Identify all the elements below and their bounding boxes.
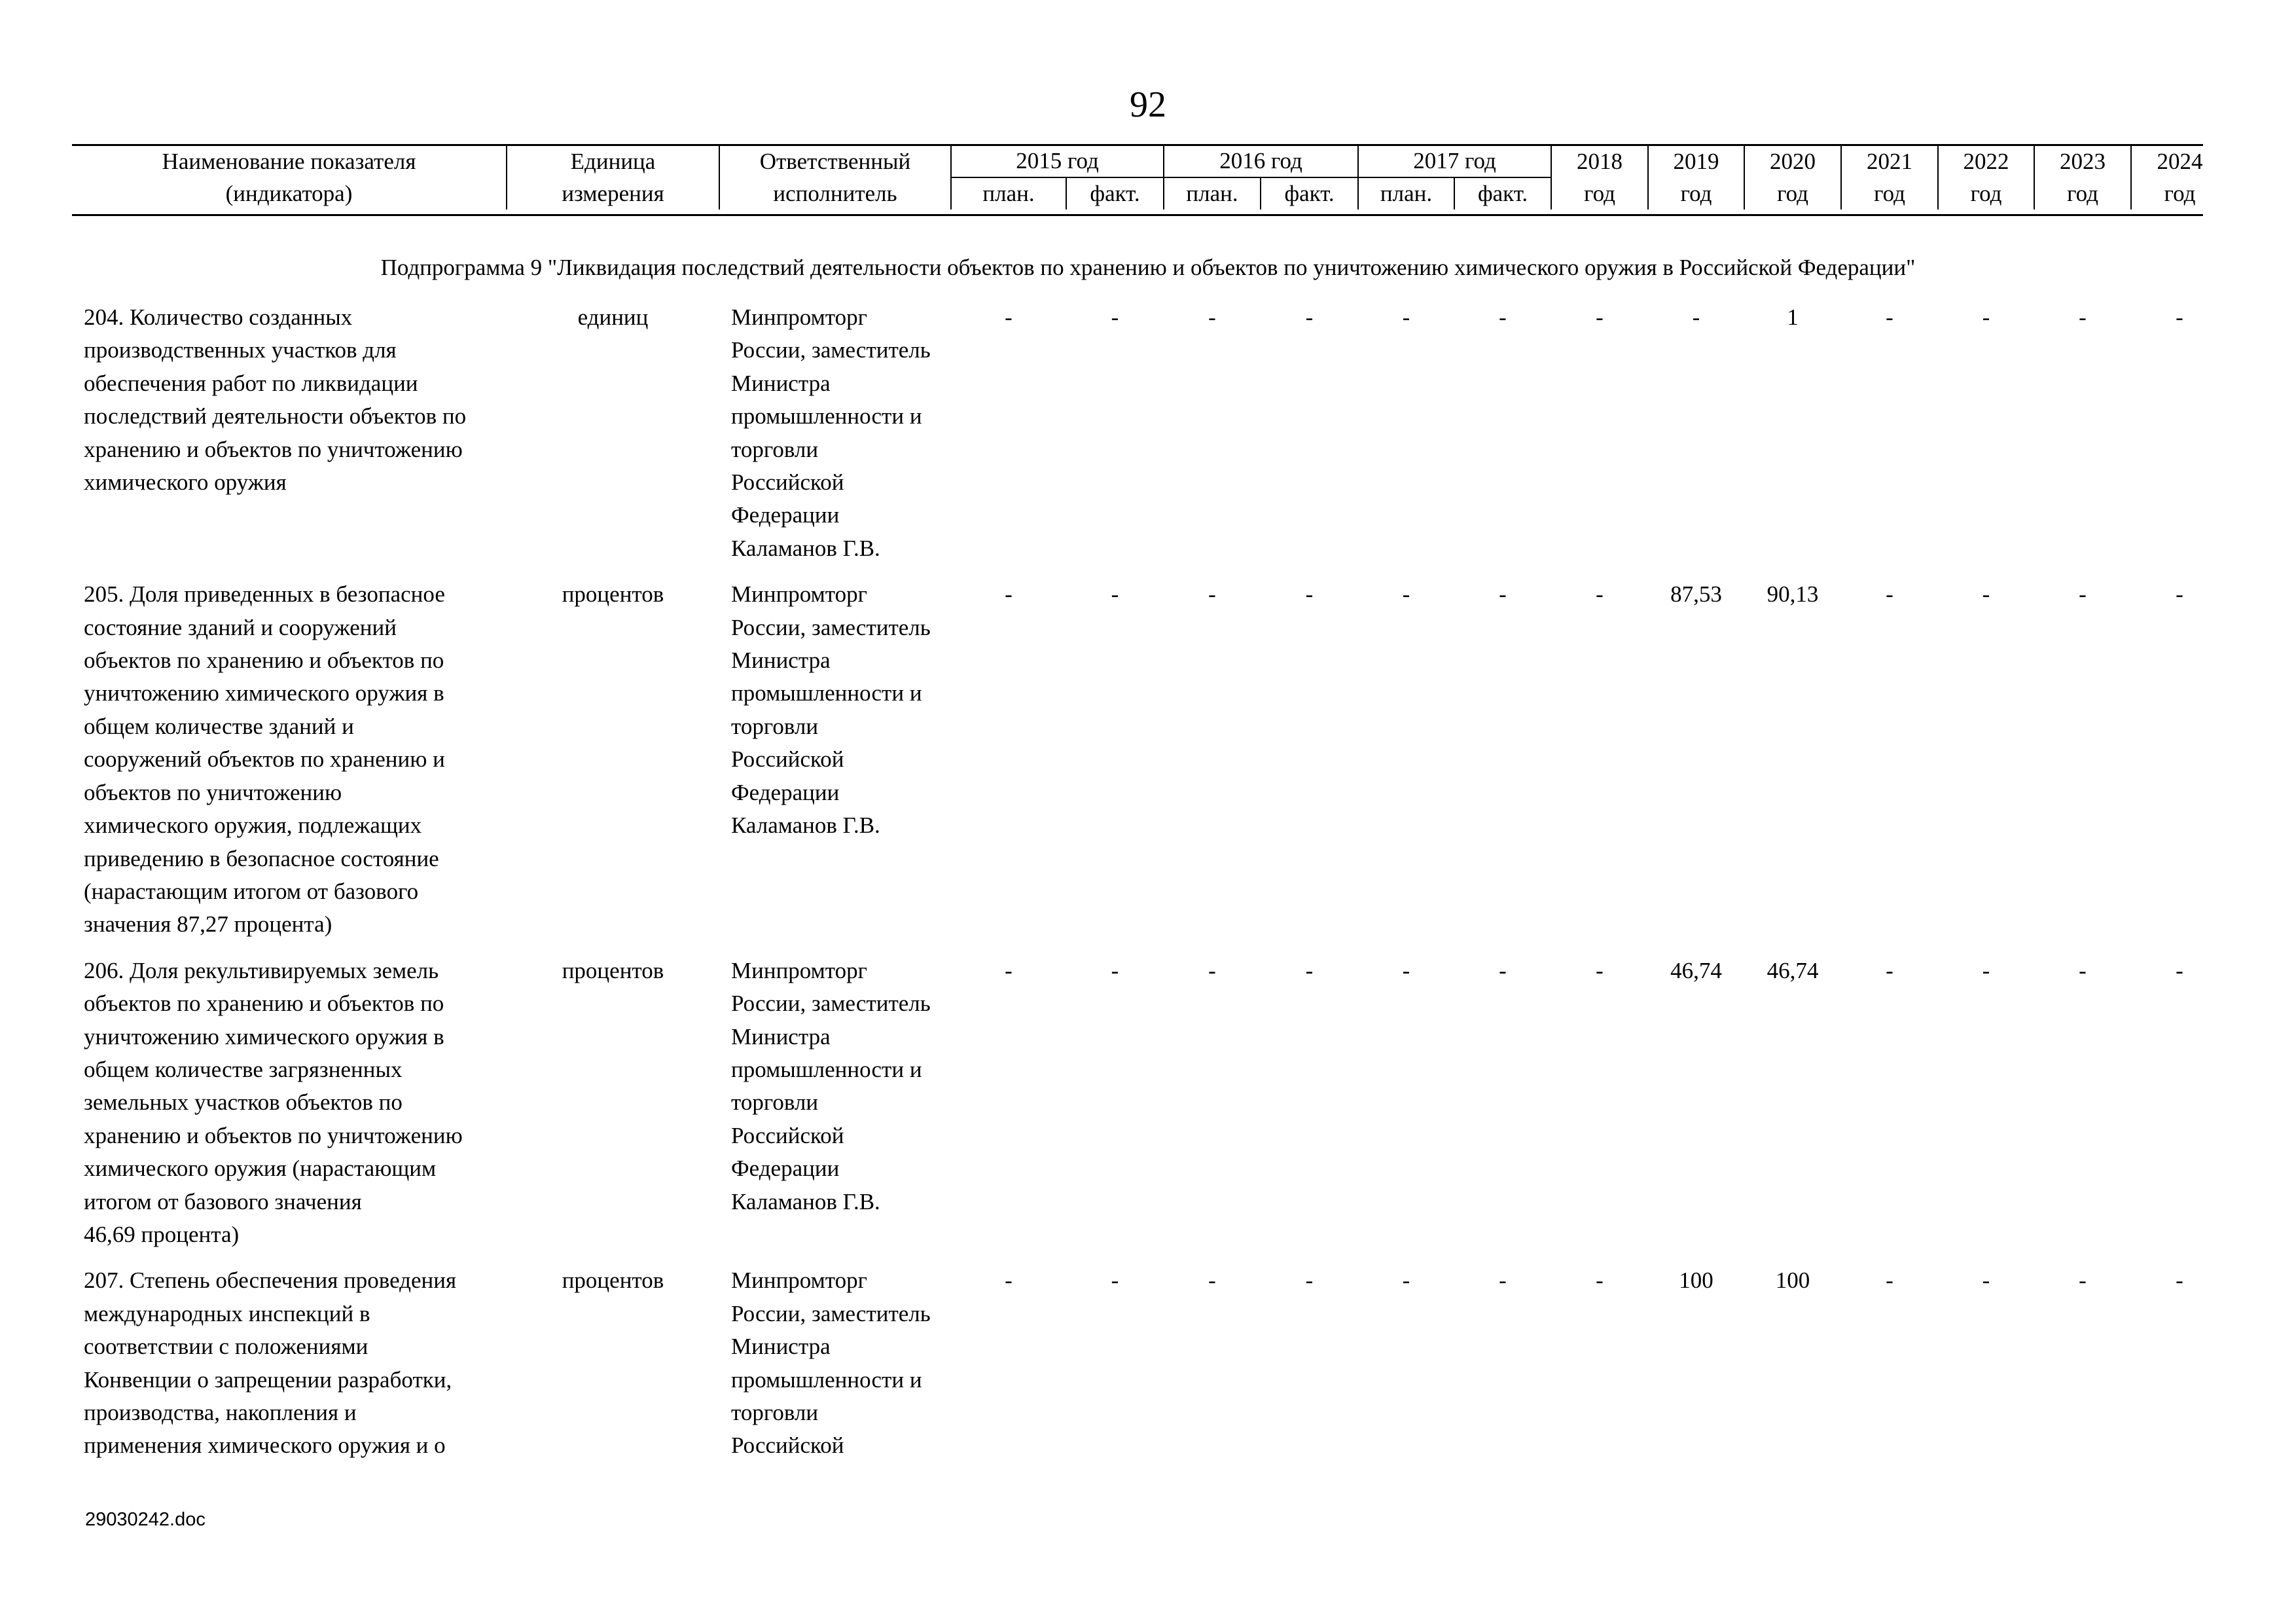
indicator-value: -	[1982, 957, 1990, 983]
indicator-value: -	[1111, 304, 1119, 330]
responsible-line: промышленности и	[731, 1056, 922, 1082]
header-god-2021: год	[1841, 177, 1938, 210]
indicator-value: 1	[1787, 304, 1799, 330]
indicator-name-line: применения химического оружия и о	[84, 1432, 446, 1459]
table-row	[72, 578, 2228, 941]
indicator-name-line: общем количестве зданий и	[84, 713, 354, 739]
header-god-2023: год	[2034, 177, 2131, 210]
indicator-value: -	[1402, 1267, 1410, 1294]
header-year-2022: 2022	[1938, 145, 2034, 177]
indicator-value: -	[1111, 957, 1119, 983]
header-name-line2: (индикатора)	[225, 180, 353, 206]
indicator-name-line: хранению и объектов по уничтожению	[84, 1122, 463, 1148]
indicator-value: -	[1005, 1267, 1013, 1294]
indicator-name-line: объектов по хранению и объектов по	[84, 991, 444, 1017]
table-row	[72, 1264, 2228, 1462]
responsible-line: промышленности и	[731, 403, 922, 429]
header-god-2024: год	[2131, 177, 2228, 210]
indicator-value: -	[1402, 304, 1410, 330]
responsible-line: торговли	[731, 436, 819, 462]
indicator-name-line: Конвенции о запрещении разработки,	[84, 1366, 452, 1393]
indicator-name-line: последствий деятельности объектов по	[84, 403, 467, 429]
indicator-value: -	[1111, 1267, 1119, 1294]
responsible-line: Министра	[731, 647, 831, 674]
indicator-value: -	[1596, 957, 1604, 983]
row-spacer	[72, 565, 2228, 578]
responsible-line: России, заместитель	[731, 614, 931, 640]
footer-filename: 29030242.doc	[85, 1509, 206, 1530]
indicator-value: -	[1499, 581, 1507, 608]
header-resp-line2: исполнитель	[719, 177, 951, 210]
indicator-name-line: сооружений объектов по хранению и	[84, 746, 445, 773]
indicator-name	[72, 578, 507, 941]
responsible-line: России, заместитель	[731, 991, 931, 1017]
indicator-value: -	[1402, 957, 1410, 983]
indicator-value: -	[1111, 581, 1119, 608]
responsible-line: Российской	[731, 1432, 844, 1459]
indicator-responsible	[719, 1264, 951, 1462]
responsible-line: Российской	[731, 1122, 844, 1148]
header-bottom-rule	[72, 214, 2203, 216]
indicator-name-line: уничтожению химического оружия в	[84, 1023, 444, 1049]
responsible-line: торговли	[731, 1400, 819, 1425]
indicator-name-line: (нарастающим итогом от базового	[84, 878, 419, 904]
indicator-value: 100	[1679, 1267, 1713, 1294]
indicator-unit: процентов	[562, 581, 664, 608]
indicator-name-line: 206. Доля рекультивируемых земель	[84, 957, 439, 983]
header-resp-line1: Ответственный	[719, 145, 951, 177]
indicator-name-line: обеспечения работ по ликвидации	[84, 370, 418, 396]
indicator-name-line: 46,69 процента)	[84, 1221, 240, 1247]
responsible-line: Министра	[731, 1334, 831, 1360]
responsible-line: Министра	[731, 370, 831, 396]
header-unit-line2: измерения	[507, 177, 719, 210]
indicator-name-line: земельных участков объектов по	[84, 1089, 403, 1116]
header-god-2020: год	[1744, 177, 1841, 210]
row-spacer	[72, 1251, 2228, 1264]
header-year-2015: 2015 год	[951, 145, 1164, 177]
indicator-value: 46,74	[1767, 957, 1819, 983]
indicator-value: -	[1305, 581, 1314, 608]
header-year-2019: 2019	[1648, 145, 1744, 177]
row-spacer-cell	[72, 565, 2228, 578]
responsible-line: России, заместитель	[731, 1300, 931, 1326]
responsible-line: Министра	[731, 1023, 831, 1049]
indicator-unit: единиц	[577, 304, 649, 330]
indicator-value: -	[1005, 957, 1013, 983]
indicator-value: -	[1596, 304, 1604, 330]
indicator-value: 46,74	[1670, 957, 1722, 983]
indicator-value: 87,53	[1670, 581, 1722, 608]
responsible-line: Минпромторг	[731, 1267, 867, 1294]
indicator-responsible	[719, 301, 951, 565]
indicator-value: -	[2079, 957, 2087, 983]
indicator-name	[72, 1264, 507, 1462]
header-god-2018: год	[1551, 177, 1648, 210]
indicator-name-line: состояние зданий и сооружений	[84, 614, 397, 640]
responsible-line: Минпромторг	[731, 581, 867, 608]
responsible-line: Федерации	[731, 502, 840, 528]
indicator-value: -	[1886, 957, 1893, 983]
row-spacer-cell	[72, 941, 2228, 955]
indicator-value: -	[1208, 581, 1216, 608]
page-number: 92	[1130, 84, 1166, 125]
indicator-value: -	[2176, 1267, 2183, 1294]
responsible-line: России, заместитель	[731, 337, 931, 363]
indicator-unit: процентов	[562, 957, 664, 983]
header-year-2016: 2016 год	[1164, 145, 1358, 177]
indicator-name	[72, 301, 507, 565]
header-year-2017: 2017 год	[1358, 145, 1551, 177]
header-2016-plan: план.	[1164, 177, 1261, 210]
indicator-value: -	[2079, 304, 2087, 330]
indicator-value: -	[1208, 1267, 1216, 1294]
indicator-value: -	[1596, 1267, 1604, 1294]
table-row	[72, 301, 2228, 565]
responsible-line: Каламанов Г.В.	[731, 535, 880, 561]
header-2015-plan: план.	[951, 177, 1066, 210]
indicator-value: 90,13	[1767, 581, 1819, 608]
header-2017-plan: план.	[1358, 177, 1454, 210]
indicator-value: -	[2079, 581, 2087, 608]
header-god-2019: год	[1648, 177, 1744, 210]
table-row	[72, 955, 2228, 1252]
indicator-value: -	[1982, 304, 1990, 330]
indicator-value: -	[1886, 581, 1893, 608]
indicator-name-line: объектов по хранению и объектов по	[84, 647, 444, 674]
indicator-value: -	[1208, 304, 1216, 330]
indicator-value: -	[1305, 304, 1314, 330]
header-god-2022: год	[1938, 177, 2034, 210]
indicator-value: -	[1982, 1267, 1990, 1294]
header-year-2021: 2021	[1841, 145, 1938, 177]
responsible-line: промышленности и	[731, 1366, 922, 1393]
responsible-line: Российской	[731, 469, 844, 496]
indicator-name	[72, 955, 507, 1252]
responsible-line: Минпромторг	[731, 957, 867, 983]
indicator-name-line: международных инспекций в	[84, 1300, 370, 1326]
indicator-value: -	[1305, 1267, 1314, 1294]
indicator-responsible	[719, 578, 951, 941]
indicator-name-line: соответствии с положениями	[84, 1334, 368, 1360]
indicator-name-line: химического оружия, подлежащих	[84, 812, 422, 839]
indicator-name-line: значения 87,27 процента)	[84, 911, 332, 938]
indicator-value: -	[1886, 304, 1893, 330]
indicator-value: -	[1208, 957, 1216, 983]
indicator-name-line: общем количестве загрязненных	[84, 1056, 403, 1082]
header-unit-line1: Единица	[507, 145, 719, 177]
responsible-line: Каламанов Г.В.	[731, 812, 880, 839]
indicator-name-line: производства, накопления и	[84, 1400, 357, 1425]
row-spacer	[72, 941, 2228, 955]
header-year-2024: 2024	[2131, 145, 2228, 177]
indicator-name-line: итогом от базового значения	[84, 1188, 362, 1214]
indicator-value: -	[1499, 1267, 1507, 1294]
indicator-value: -	[1005, 304, 1013, 330]
indicator-name-line: химического оружия (нарастающим	[84, 1156, 437, 1182]
header-name-line1: Наименование показателя	[162, 148, 416, 174]
indicator-value: -	[2176, 581, 2183, 608]
header-year-2018: 2018	[1551, 145, 1648, 177]
header-year-2020: 2020	[1744, 145, 1841, 177]
indicator-value: -	[1005, 581, 1013, 608]
indicator-value: -	[1402, 581, 1410, 608]
indicator-unit: процентов	[562, 1267, 664, 1294]
indicator-name-line: 207. Степень обеспечения проведения	[84, 1267, 457, 1294]
row-spacer-cell	[72, 1251, 2228, 1264]
indicator-name-line: приведению в безопасное состояние	[84, 845, 439, 871]
header-year-2023: 2023	[2034, 145, 2131, 177]
responsible-line: Каламанов Г.В.	[731, 1188, 880, 1214]
table-header	[72, 145, 2228, 210]
indicator-value: -	[2079, 1267, 2087, 1294]
responsible-line: торговли	[731, 713, 819, 739]
responsible-line: торговли	[731, 1089, 819, 1116]
indicator-responsible	[719, 955, 951, 1252]
indicator-name-line: химического оружия	[84, 469, 287, 496]
responsible-line: промышленности и	[731, 680, 922, 706]
header-2017-fact: факт.	[1454, 177, 1551, 210]
indicator-value: -	[1499, 957, 1507, 983]
responsible-line: Минпромторг	[731, 304, 867, 330]
table-body	[72, 301, 2228, 1463]
indicator-name-line: 205. Доля приведенных в безопасное	[84, 581, 445, 608]
indicator-value: -	[1982, 581, 1990, 608]
indicator-name-line: объектов по уничтожению	[84, 779, 342, 805]
responsible-line: Российской	[731, 746, 844, 773]
indicator-name-line: уничтожению химического оружия в	[84, 680, 444, 706]
indicator-value: -	[1499, 304, 1507, 330]
indicator-value: -	[1305, 957, 1314, 983]
responsible-line: Федерации	[731, 779, 840, 805]
indicator-name-line: производственных участков для	[84, 337, 397, 363]
header-2016-fact: факт.	[1261, 177, 1358, 210]
subprogram-title: Подпрограмма 9 "Ликвидация последствий деятельности объектов по хранению и объектов по уничтожению химического оружия в Российской Федерации"	[380, 255, 1916, 280]
indicator-name-line: 204. Количество созданных	[84, 304, 353, 330]
header-2015-fact: факт.	[1066, 177, 1164, 210]
indicator-table	[72, 301, 2228, 1463]
indicator-value: -	[2176, 957, 2183, 983]
indicator-value: -	[1692, 304, 1700, 330]
responsible-line: Федерации	[731, 1156, 840, 1182]
indicator-value: 100	[1775, 1267, 1810, 1294]
indicator-value: -	[1886, 1267, 1893, 1294]
indicator-value: -	[1596, 581, 1604, 608]
indicator-name-line: хранению и объектов по уничтожению	[84, 436, 463, 462]
indicator-value: -	[2176, 304, 2183, 330]
